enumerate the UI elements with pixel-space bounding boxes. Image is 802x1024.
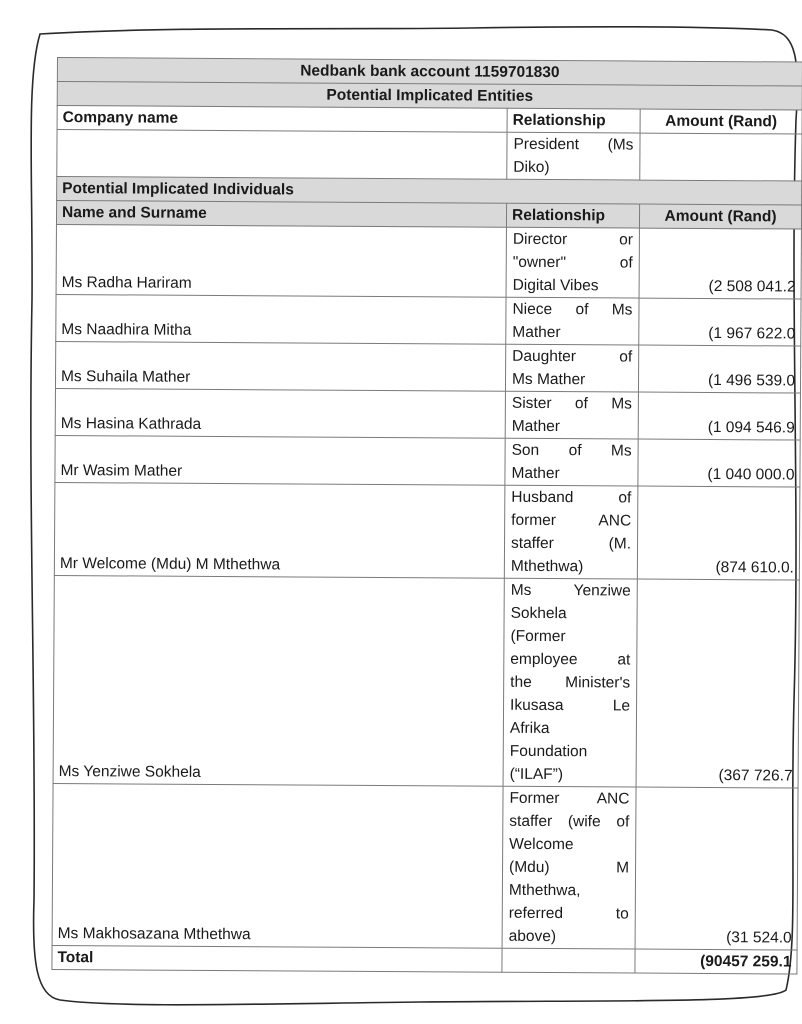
table-row xyxy=(52,783,798,950)
individual-amount: (1 967 622.0 xyxy=(639,298,801,346)
table-row xyxy=(55,341,800,393)
relationship-line: Mather xyxy=(511,417,561,436)
relationship-line: staffer (M. xyxy=(510,534,632,553)
relationship-line: Director or xyxy=(512,230,633,249)
table-row xyxy=(54,482,800,580)
individual-amount: (874 610.0. xyxy=(637,486,800,580)
relationship-line: President (Ms xyxy=(513,135,634,154)
table-subtitle: Potential Implicated Entities xyxy=(57,82,802,111)
individual-amount: (367 726.7 xyxy=(636,579,799,788)
individual-relationship xyxy=(506,227,639,298)
total-row xyxy=(52,945,797,974)
individual-amount: (31 524.0 xyxy=(635,787,798,950)
individual-relationship xyxy=(503,578,637,787)
total-amount: (90457 259.1 xyxy=(635,949,797,974)
relationship-line: Husband of xyxy=(511,488,632,507)
relationship-line: Niece of Ms xyxy=(512,300,633,319)
relationship-line: above) xyxy=(508,927,557,946)
individual-name: Ms Suhaila Mather xyxy=(55,341,505,391)
relationship-line: Former ANC xyxy=(509,789,630,808)
relationship-line: Foundation xyxy=(509,742,588,761)
table-row xyxy=(55,435,800,487)
relationship-line: Son of Ms xyxy=(511,441,632,460)
relationship-line: Ms Mather xyxy=(511,370,586,389)
individuals-section-title: Potential Implicated Individuals xyxy=(57,177,802,206)
individual-relationship xyxy=(506,297,639,345)
table-row xyxy=(53,575,799,788)
company-name-header: Company name xyxy=(57,106,507,133)
individual-amount: (2 508 041.2 xyxy=(639,228,801,299)
individual-name: Ms Yenziwe Sokhela xyxy=(53,575,504,786)
implicated-table xyxy=(51,57,802,975)
relationship-line: (Former xyxy=(510,627,566,646)
relationship-line: Daughter of xyxy=(512,347,633,366)
table-row xyxy=(56,294,801,346)
individual-amount: (1 094 546.9 xyxy=(638,392,800,440)
individual-name: Ms Makhosazana Mthethwa xyxy=(52,783,503,948)
individual-relationship xyxy=(505,438,638,486)
relationship-line: Diko) xyxy=(513,158,550,177)
relationship-line: Mthethwa) xyxy=(510,557,584,576)
individual-name: Ms Radha Hariram xyxy=(56,224,506,297)
table-row xyxy=(55,388,800,440)
individual-relationship xyxy=(505,391,638,439)
individual-name: Ms Hasina Kathrada xyxy=(55,388,505,438)
relationship-line: (Mdu) M xyxy=(509,858,630,877)
relationship-line: former ANC xyxy=(511,511,632,530)
relationship-line: Afrika xyxy=(509,719,550,738)
relationship-line: referred to xyxy=(508,904,629,923)
individual-name: Mr Welcome (Mdu) M Mthethwa xyxy=(54,482,505,578)
individual-relationship xyxy=(504,485,638,579)
entity-relationship xyxy=(507,132,640,180)
individual-amount: (1 040 000.0 xyxy=(638,439,800,487)
individual-name: Ms Naadhira Mitha xyxy=(56,294,506,344)
individual-relationship xyxy=(502,786,636,949)
individual-relationship xyxy=(505,344,638,392)
table-title: Nedbank bank account 1159701830 xyxy=(57,58,802,87)
relationship-header: Relationship xyxy=(507,108,640,133)
individual-amount: (1 496 539.0 xyxy=(638,345,800,393)
relationship-line: Mather xyxy=(511,464,560,483)
relationship-line: (“ILAF”) xyxy=(509,765,564,784)
relationship-line: Mthethwa, xyxy=(508,881,581,900)
name-surname-header: Name and Surname xyxy=(56,201,506,228)
amount-header: Amount (Rand) xyxy=(640,109,802,134)
relationship-line: Sokhela xyxy=(510,604,567,623)
relationship-line: Welcome xyxy=(509,835,574,854)
relationship-line: the Minister's xyxy=(510,673,631,692)
table-row xyxy=(56,224,801,299)
relationship-line: employee at xyxy=(510,650,631,669)
total-label: Total xyxy=(52,945,502,972)
entity-amount xyxy=(640,133,802,181)
entity-name xyxy=(57,130,507,180)
relationship-line: Sister of Ms xyxy=(511,394,632,413)
relationship-line: Ikusasa Le xyxy=(509,696,631,715)
relationship-line: Digital Vibes xyxy=(512,276,599,295)
relationship-line: Ms Yenziwe xyxy=(510,581,631,600)
individual-name: Mr Wasim Mather xyxy=(55,435,505,485)
amount-header: Amount (Rand) xyxy=(639,204,801,229)
relationship-line: "owner" of xyxy=(512,253,633,272)
total-relationship xyxy=(502,948,635,973)
relationship-line: staffer (wife of xyxy=(509,812,630,831)
relationship-header: Relationship xyxy=(506,203,639,228)
relationship-line: Mather xyxy=(512,323,561,342)
entity-row xyxy=(57,130,802,182)
